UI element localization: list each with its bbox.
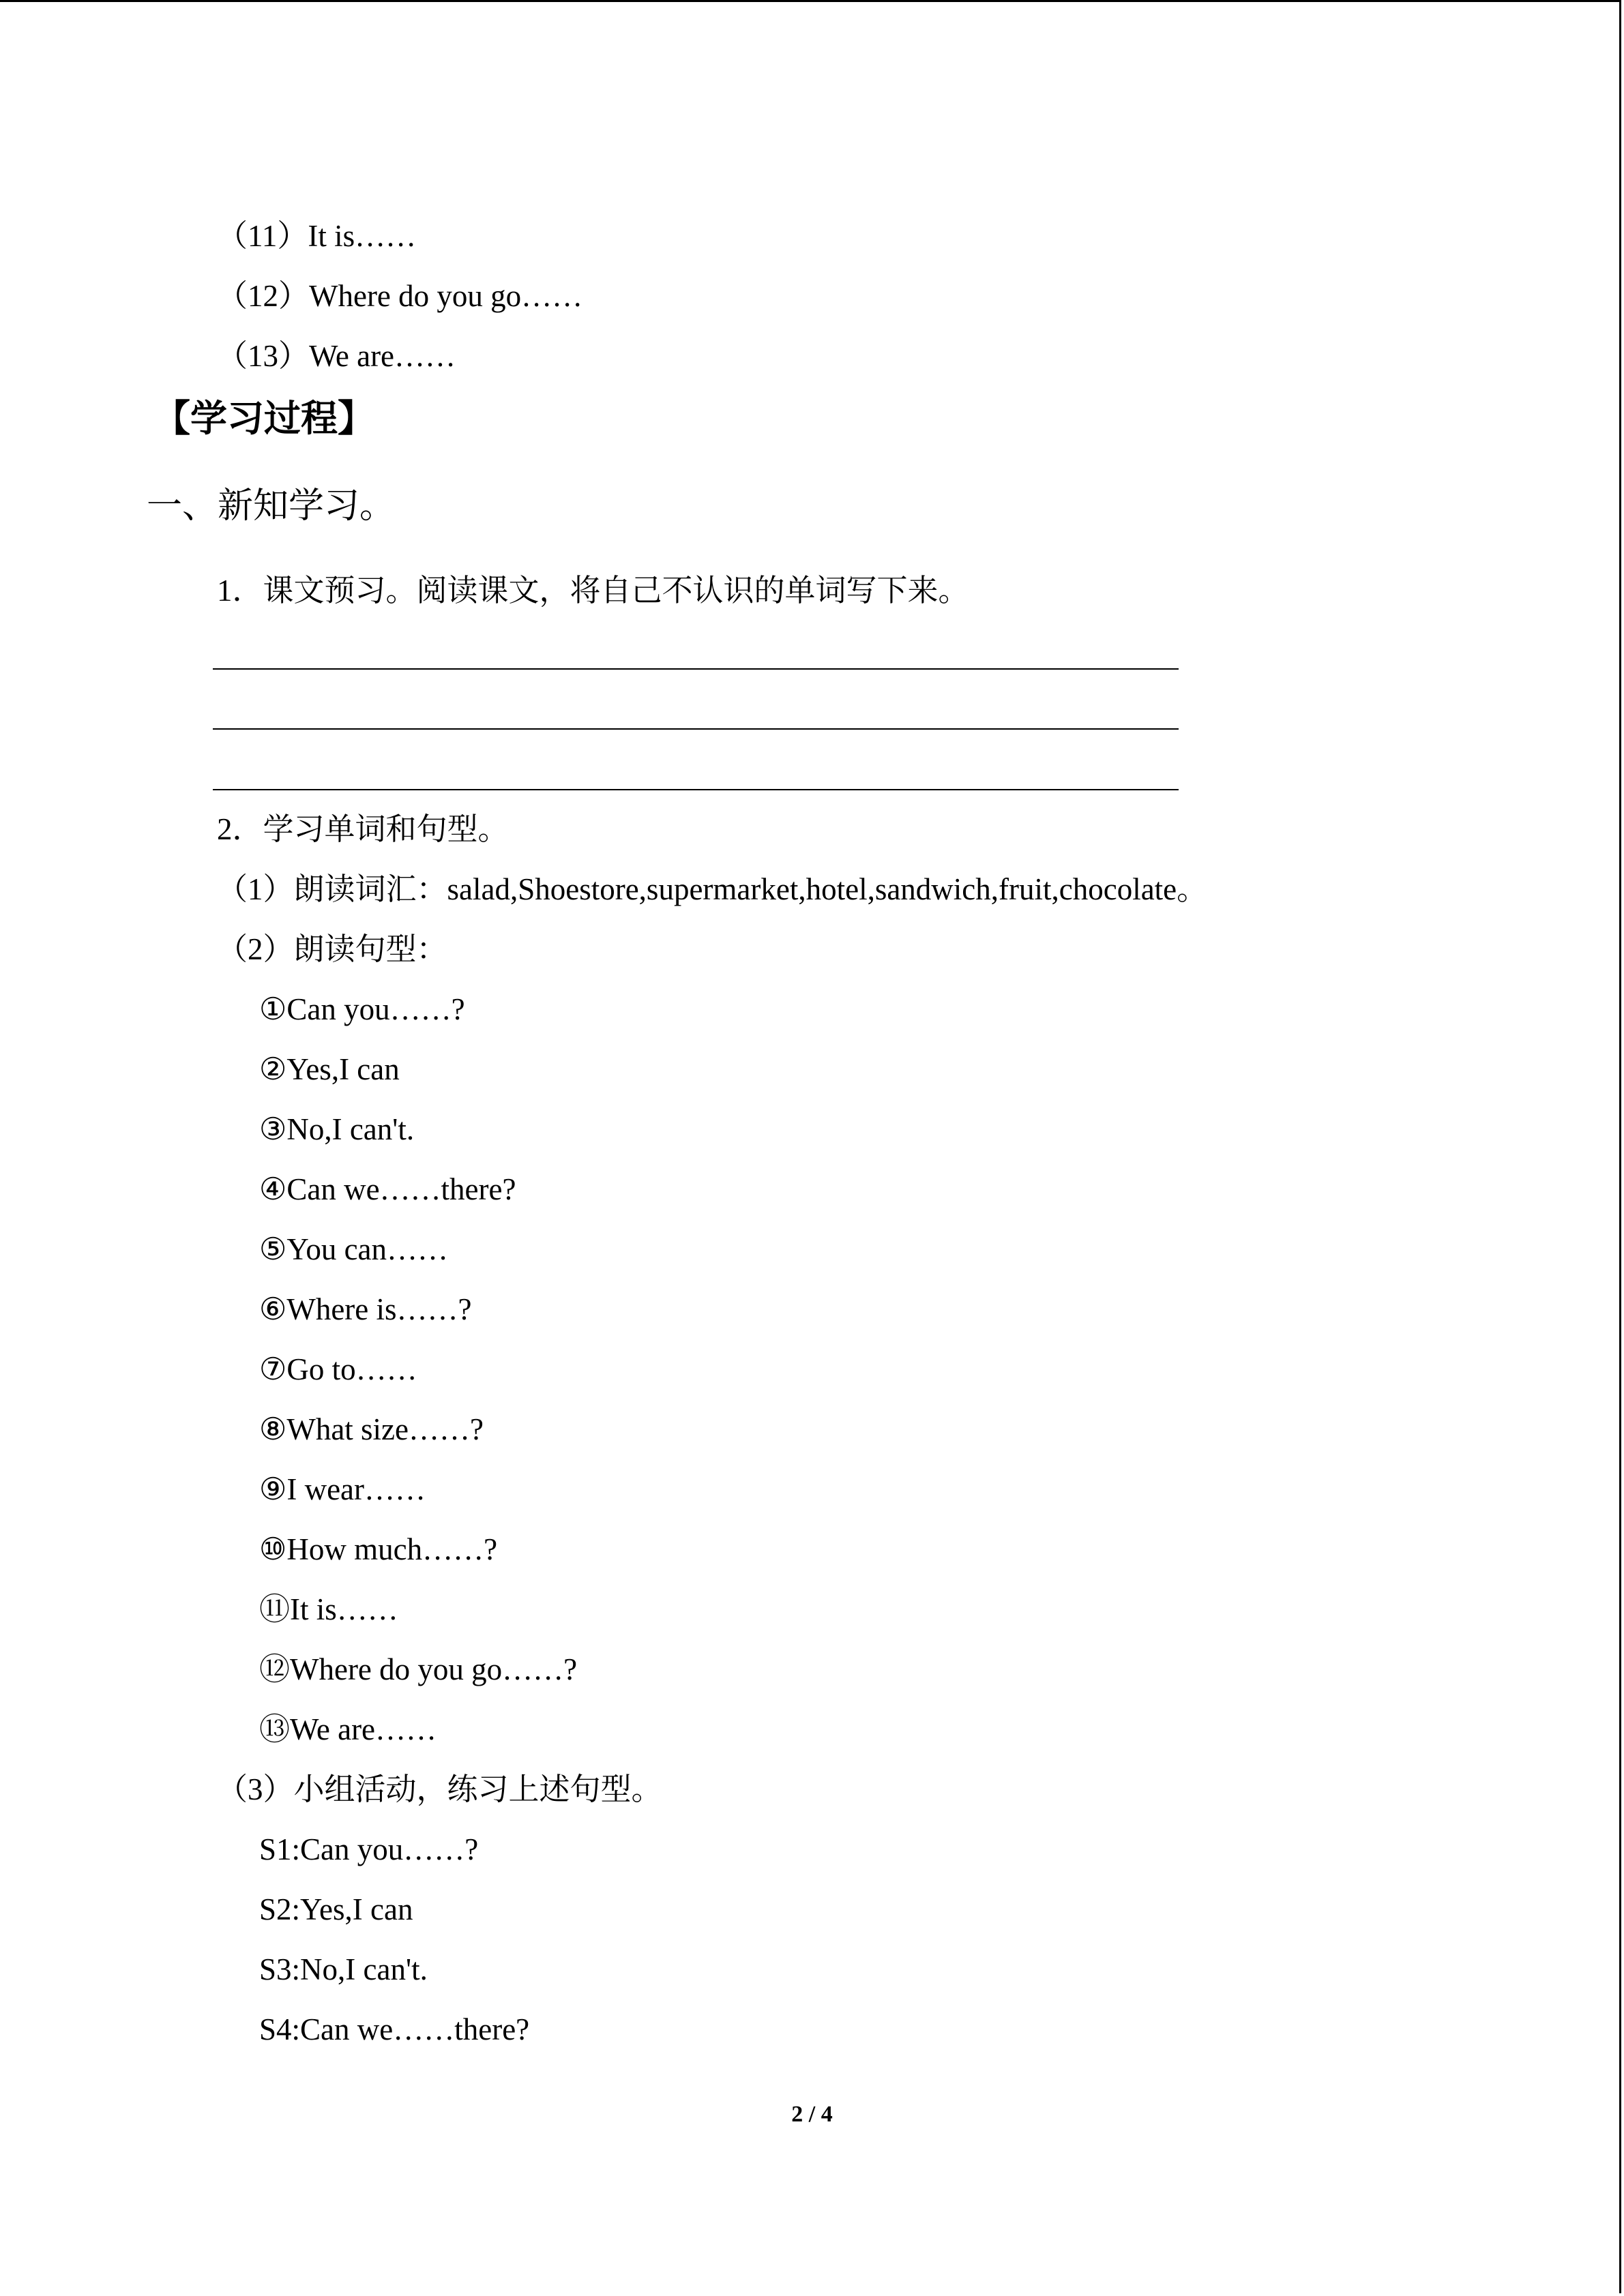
- dialogue-s4: S4:Can we……there?: [259, 2012, 530, 2046]
- sentence-12: ⑫Where do you go……?: [259, 1652, 578, 1686]
- sentence-11: ⑪It is……: [259, 1592, 398, 1626]
- sentence-1: ①Can you……?: [259, 992, 465, 1026]
- page-number: 2 / 4: [791, 2102, 833, 2127]
- sentence-2: ②Yes,I can: [259, 1052, 400, 1086]
- sentence-8: ⑧What size……?: [259, 1412, 484, 1446]
- sentence-6: ⑥Where is……?: [259, 1292, 472, 1326]
- section-new-knowledge: 一、新知学习。: [147, 487, 396, 526]
- answer-line-1[interactable]: [213, 668, 1179, 670]
- sentence-5: ⑤You can……: [259, 1232, 449, 1266]
- item-2-words-sentences: 2．学习单词和句型。: [217, 812, 509, 846]
- answer-line-3[interactable]: [213, 789, 1179, 790]
- dialogue-s3: S3:No,I can't.: [259, 1952, 428, 1986]
- top-line-12: （12）Where do you go……: [217, 279, 583, 313]
- sentence-4: ④Can we……there?: [259, 1172, 516, 1206]
- sentence-7: ⑦Go to……: [259, 1352, 417, 1386]
- sentence-10: ⑩How much……?: [259, 1532, 498, 1566]
- dialogue-s1: S1:Can you……?: [259, 1832, 479, 1866]
- top-line-11: （11）It is……: [217, 219, 417, 253]
- sentence-9: ⑨I wear……: [259, 1472, 426, 1506]
- learning-process-heading: 【学习过程】: [153, 397, 374, 440]
- sub-item-3-group-activity: （3）小组活动，练习上述句型。: [217, 1772, 662, 1806]
- answer-line-2[interactable]: [213, 728, 1179, 730]
- sentence-3: ③No,I can't.: [259, 1112, 415, 1146]
- sub-item-2-sentences: （2）朗读句型：: [217, 932, 447, 966]
- sentence-13: ⑬We are……: [259, 1712, 437, 1746]
- item-1-preview: 1．课文预习。阅读课文，将自己不认识的单词写下来。: [217, 573, 969, 608]
- dialogue-s2: S2:Yes,I can: [259, 1892, 413, 1926]
- top-line-13: （13）We are……: [217, 339, 456, 373]
- sub-item-1-vocabulary: （1）朗读词汇：salad,Shoestore,supermarket,hotel,sandwich,fruit,chocolate。: [217, 872, 1208, 906]
